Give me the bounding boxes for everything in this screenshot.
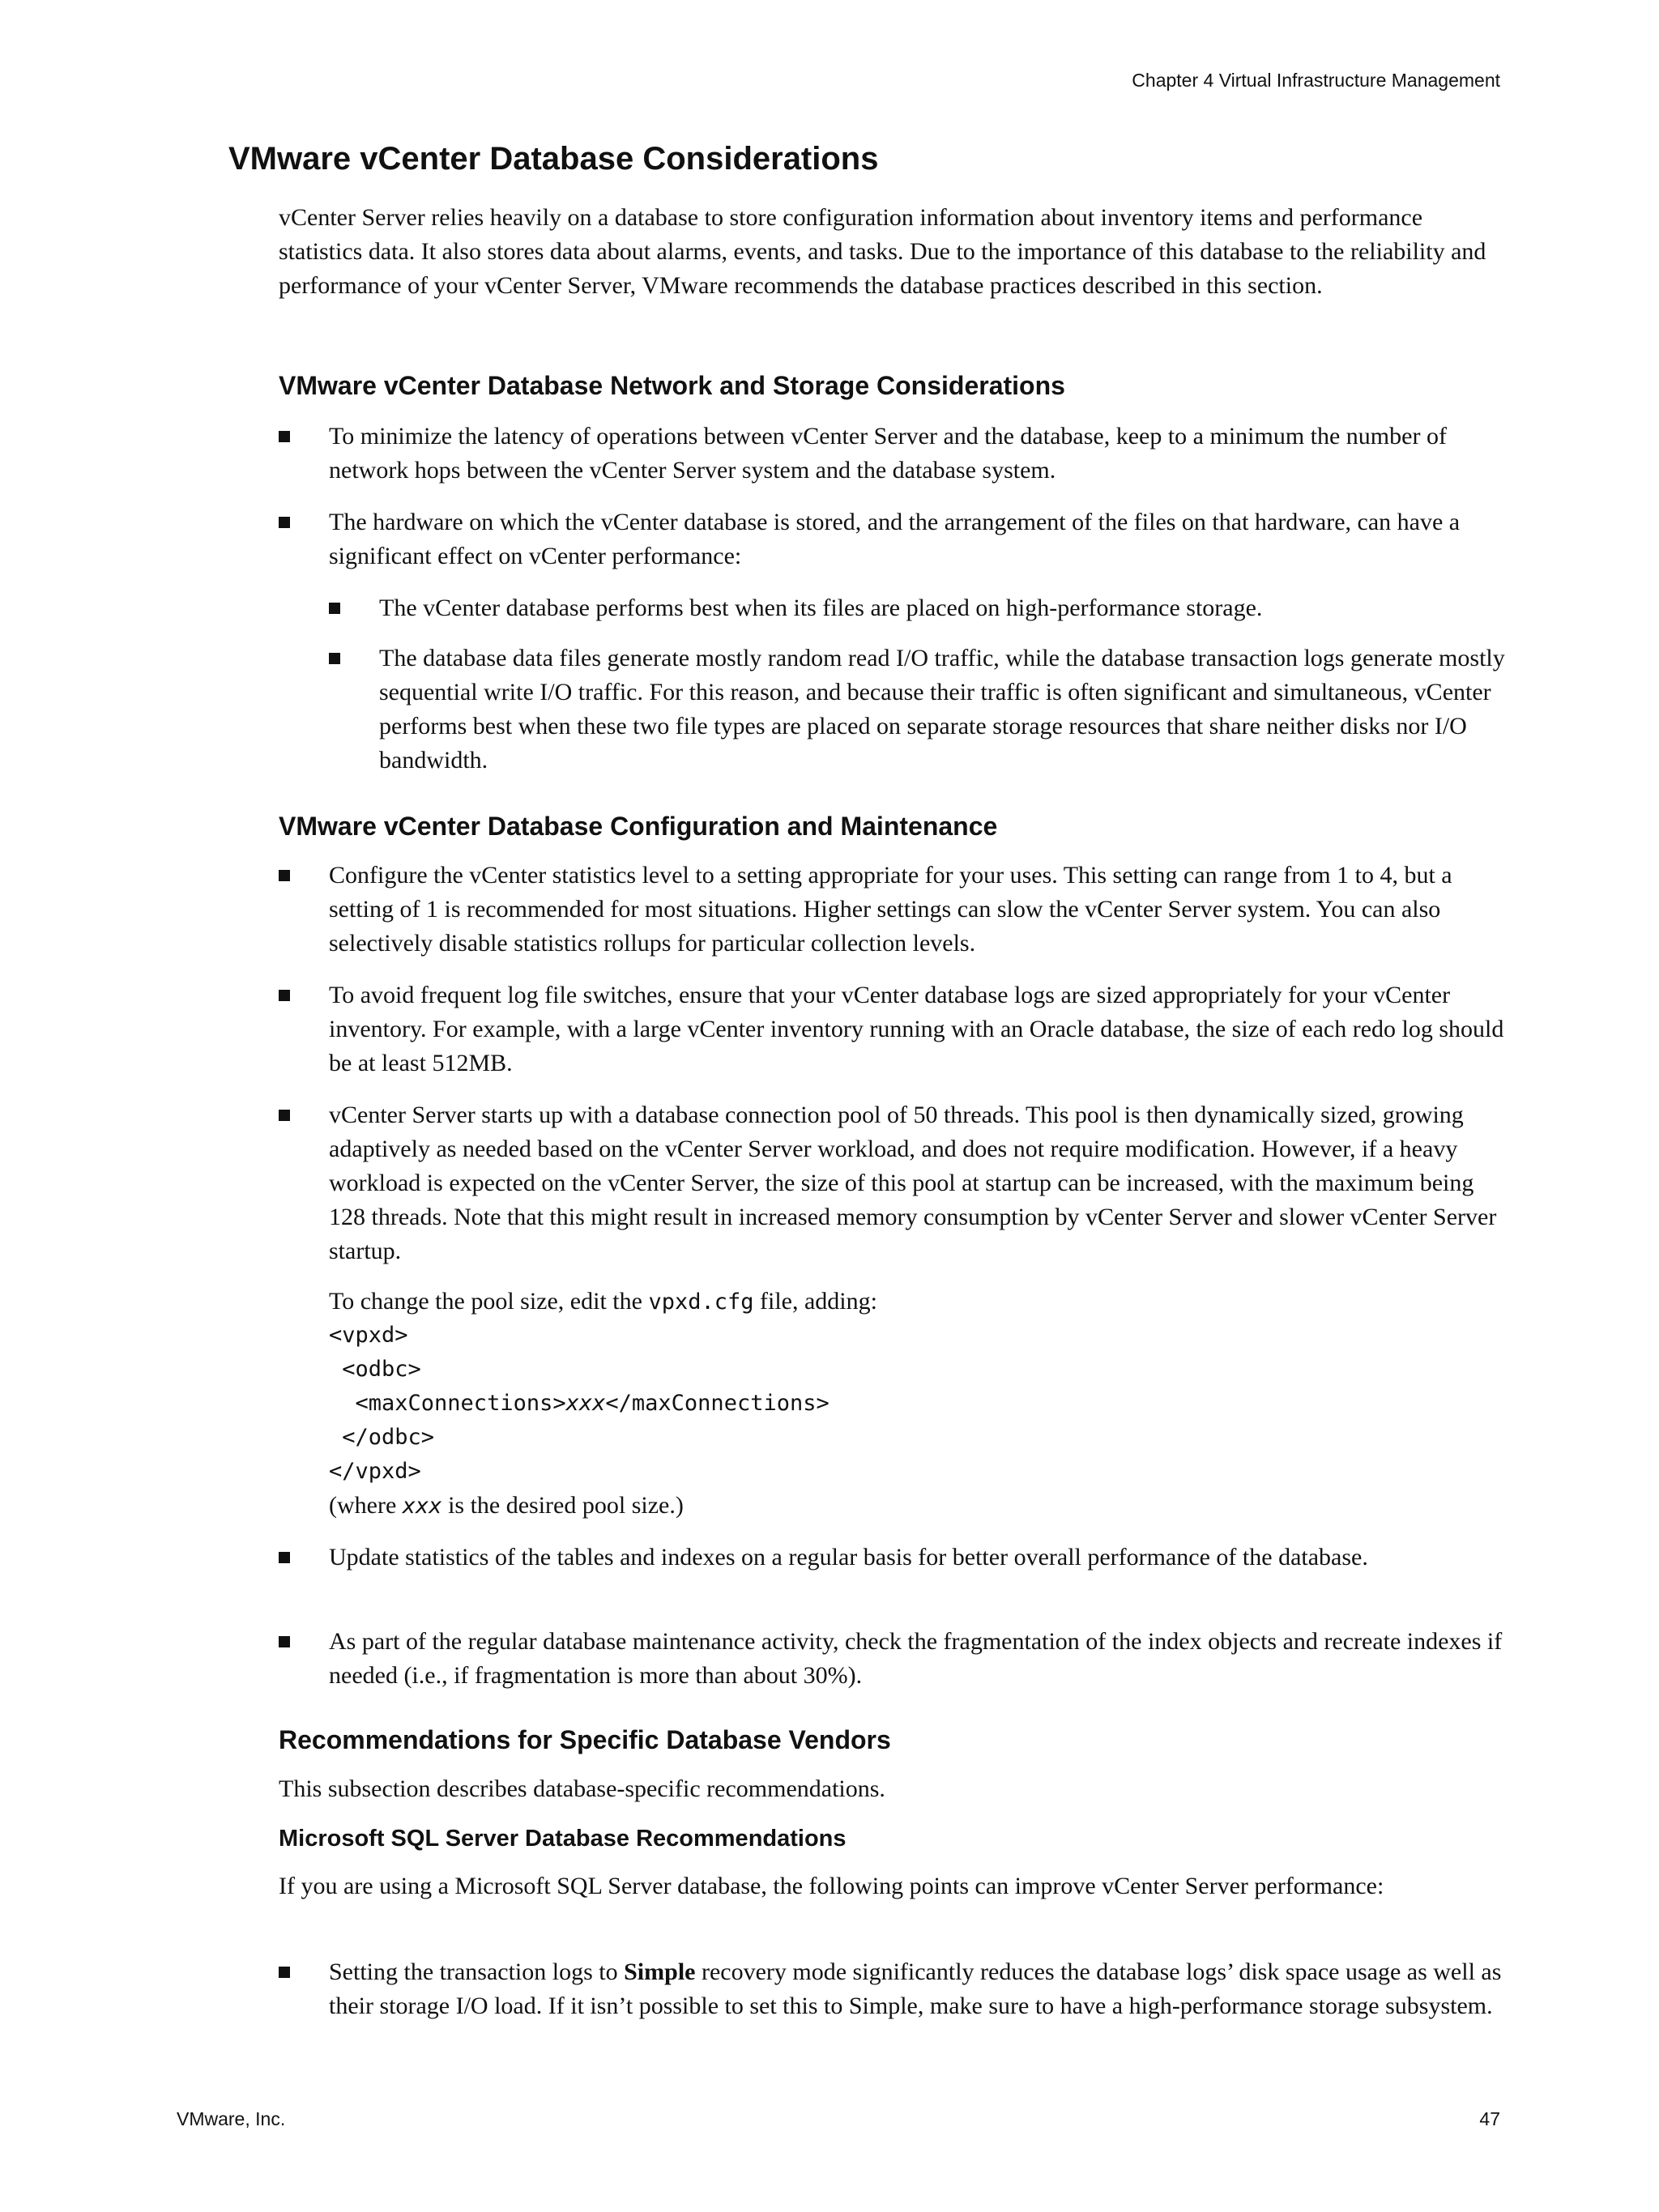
- mssql-heading: Microsoft SQL Server Database Recommendations: [279, 1826, 847, 1852]
- bullet-square-icon: [279, 870, 290, 881]
- network-storage-heading: VMware vCenter Database Network and Storage Considerations: [279, 371, 1065, 400]
- list-item-text: The database data files generate mostly random read I/O traffic, while the database transaction logs generate mostly sequential write I/O traffic. For this reason, and because their traffic is often significant and simultaneous, vCenter performs best when these two file types are placed on separate storage resources that share neither disks nor I/O bandwidth.: [379, 645, 1505, 774]
- pool-size-note: [329, 1489, 684, 1524]
- code-line: </vpxd>: [329, 1459, 421, 1484]
- list-item-text: vCenter Server starts up with a database connection pool of 50 threads. This pool is then dynamically sized, growing adaptively as needed based on the vCenter Server workload, and does not require modification. However, if a heavy workload is expected on the vCenter Server, the size of this pool at startup can be increased, with the maximum being 128 threads. Note that this might result in increased memory consumption by vCenter Server and slower vCenter Server startup.: [329, 1102, 1497, 1264]
- list-item-text: Configure the vCenter statistics level to a setting appropriate for your uses. This setting can range from 1 to 4, but a setting of 1 is recommended for most situations. Higher settings can slow the vCenter Server system. You can also selectively disable statistics rollups for particular collection levels.: [329, 862, 1452, 957]
- instruction-text: To change the pool size, edit the: [329, 1288, 649, 1315]
- text-fragment: Setting the transaction logs to: [329, 1958, 625, 1985]
- list-item-text: The vCenter database performs best when its files are placed on high-performance storage.: [379, 595, 1263, 621]
- note-text: is the desired pool size.): [441, 1492, 684, 1519]
- list-item-text: [329, 1955, 1512, 2023]
- vendors-intro: This subsection describes database-specific recommendations.: [279, 1775, 885, 1802]
- code-line: <odbc>: [329, 1357, 421, 1382]
- bullet-square-icon: [329, 653, 340, 664]
- note-text: (where: [329, 1492, 403, 1519]
- mssql-intro: If you are using a Microsoft SQL Server database, the following points can improve vCenter Server performance:: [279, 1873, 1384, 1899]
- list-item-text: The hardware on which the vCenter database is stored, and the arrangement of the files on that hardware, can have a significant effect on vCenter performance:: [329, 509, 1461, 569]
- list-item-text: As part of the regular database maintenance activity, check the fragmentation of the index objects and recreate indexes if needed (i.e., if fragmentation is more than about 30%).: [329, 1628, 1503, 1689]
- running-header: Chapter 4 Virtual Infrastructure Management: [1132, 70, 1500, 91]
- instruction-text: file, adding:: [753, 1288, 877, 1315]
- bullet-square-icon: [279, 1552, 290, 1563]
- page-number: 47: [1479, 2108, 1500, 2129]
- config-filename: vpxd.cfg: [648, 1289, 754, 1315]
- bullet-square-icon: [279, 1110, 290, 1121]
- list-item-text: To minimize the latency of operations between vCenter Server and the database, keep to a minimum the number of network hops between the vCenter Server system and the database system.: [329, 423, 1447, 484]
- bullet-square-icon: [279, 431, 290, 442]
- list-item-text: Update statistics of the tables and indexes on a regular basis for better overall performance of the database.: [329, 1544, 1368, 1571]
- bullet-square-icon: [279, 1636, 290, 1647]
- code-block: [329, 1319, 1463, 1489]
- bullet-square-icon: [279, 990, 290, 1001]
- emphasis-text: Simple: [624, 1958, 696, 1985]
- config-maintenance-heading: VMware vCenter Database Configuration and Maintenance: [279, 812, 998, 841]
- code-variable: xxx: [565, 1391, 606, 1416]
- bullet-square-icon: [329, 603, 340, 614]
- code-variable: xxx: [402, 1494, 442, 1519]
- list-item-text: To avoid frequent log file switches, ensure that your vCenter database logs are sized appropriately for your vCenter inventory. For example, with a large vCenter inventory running with an Oracle database, the size of each redo log should be at least 512MB.: [329, 982, 1504, 1076]
- code-line: [329, 1387, 1463, 1421]
- footer-company: VMware, Inc.: [177, 2108, 286, 2129]
- section-title: VMware vCenter Database Considerations: [228, 141, 879, 177]
- text-fragment: recovery mode significantly reduces the database logs’ disk space usage as well as their storage I/O load. If it isn’t possible to set this to Simple, make sure to have a high-performance storage subsystem.: [329, 1958, 1502, 2019]
- code-line: <vpxd>: [329, 1323, 408, 1348]
- code-fragment: </maxConnections>: [605, 1391, 830, 1416]
- bullet-square-icon: [279, 517, 290, 528]
- section-intro: vCenter Server relies heavily on a database to store configuration information about inventory items and performance statistics data. It also stores data about alarms, events, and tasks. Due to the importance of this database to the reliability and performance of your vCenter Server, VMware recommends the database practices described in this section.: [279, 204, 1486, 299]
- code-line: </odbc>: [329, 1425, 435, 1450]
- vendors-heading: Recommendations for Specific Database Vendors: [279, 1725, 891, 1754]
- code-fragment: <maxConnections>: [329, 1391, 566, 1416]
- pool-size-instruction: [329, 1285, 877, 1319]
- bullet-square-icon: [279, 1967, 290, 1978]
